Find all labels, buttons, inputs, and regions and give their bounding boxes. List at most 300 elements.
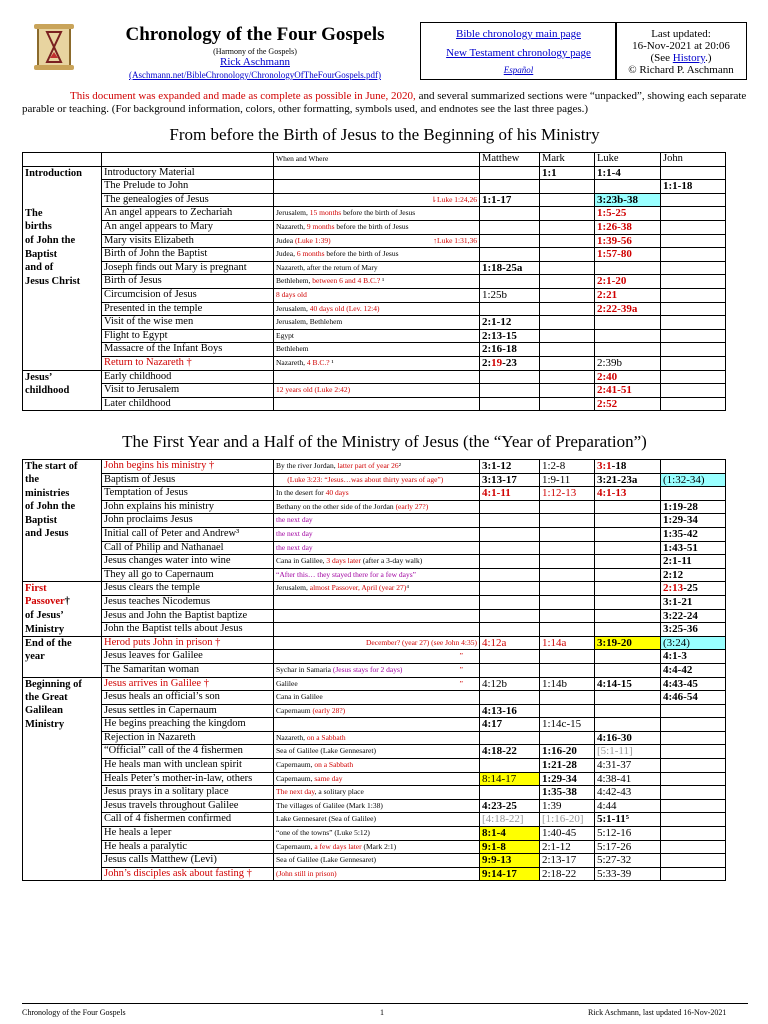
mark-ref: 1:2-8 xyxy=(540,460,595,474)
john-ref xyxy=(661,840,726,854)
event-cell: The Samaritan woman xyxy=(102,663,274,677)
mark-ref xyxy=(540,288,595,302)
when-where-cell xyxy=(274,397,480,411)
when-where-cell: Galilee ” xyxy=(274,677,480,691)
matthew-ref xyxy=(480,248,540,262)
john-ref xyxy=(661,275,726,289)
when-where-cell: the next day xyxy=(274,541,480,555)
luke-ref xyxy=(595,527,661,541)
mark-ref xyxy=(540,691,595,705)
john-ref xyxy=(661,827,726,841)
mark-ref xyxy=(540,234,595,248)
mark-ref xyxy=(540,731,595,745)
updated-date: 16-Nov-2021 at 20:06 xyxy=(632,40,730,52)
mark-ref: 1:1 xyxy=(540,166,595,180)
john-ref xyxy=(661,704,726,718)
table-row xyxy=(23,261,749,275)
john-ref xyxy=(661,248,726,262)
mark-ref xyxy=(540,302,595,316)
copyright: © Richard P. Aschmann xyxy=(628,64,734,76)
when-where-cell: ⇂Luke 1:24,26 xyxy=(274,193,480,207)
when-where-cell: Capernaum, on a Sabbath xyxy=(274,759,480,773)
event-cell: Baptism of Jesus xyxy=(102,473,274,487)
event-cell: “Official” call of the 4 fishermen xyxy=(102,745,274,759)
when-where-cell: December? (year 27) (see John 4:35) xyxy=(274,636,480,650)
event-cell: Birth of Jesus xyxy=(102,275,274,289)
section-label: Baptist xyxy=(23,248,102,262)
luke-ref xyxy=(595,704,661,718)
table-row xyxy=(23,582,749,596)
section-label: Baptist xyxy=(23,514,102,528)
mark-ref xyxy=(540,384,595,398)
column-header: John xyxy=(661,153,726,167)
section-label: and of xyxy=(23,261,102,275)
event-cell: Heals Peter’s mother-in-law, others xyxy=(102,772,274,786)
hourglass-scroll-logo xyxy=(30,22,78,72)
john-ref: 4:1-3 xyxy=(661,650,726,664)
table-row xyxy=(23,370,749,384)
mark-ref xyxy=(540,180,595,194)
luke-ref: 2:22-39a xyxy=(595,302,661,316)
when-where-cell: The villages of Galilee (Mark 1:38) xyxy=(274,799,480,813)
mark-ref xyxy=(540,514,595,528)
when-where-cell: Cana in Galilee, 3 days later (after a 3-day walk) xyxy=(274,555,480,569)
mark-ref xyxy=(540,356,595,370)
luke-ref: 1:5-25 xyxy=(595,207,661,221)
mark-ref xyxy=(540,609,595,623)
when-where-cell: Capernaum (early 28?) xyxy=(274,704,480,718)
section-label: childhood xyxy=(23,384,102,398)
luke-ref xyxy=(595,650,661,664)
matthew-ref: 3:1-12 xyxy=(480,460,540,474)
luke-ref: 1:1-4 xyxy=(595,166,661,180)
john-ref xyxy=(661,288,726,302)
section-label: Galilean xyxy=(23,704,102,718)
matthew-ref xyxy=(480,759,540,773)
matthew-ref xyxy=(480,207,540,221)
table-row xyxy=(23,623,749,637)
when-where-cell xyxy=(274,370,480,384)
luke-ref xyxy=(595,595,661,609)
when-where-cell: Capernaum, same day xyxy=(274,772,480,786)
luke-ref: 2:41-51 xyxy=(595,384,661,398)
table-row xyxy=(23,207,749,221)
john-ref: 1:29-34 xyxy=(661,514,726,528)
mark-ref xyxy=(540,582,595,596)
section-label xyxy=(23,356,102,370)
mark-ref: 2:1-12 xyxy=(540,840,595,854)
luke-ref: 5:1-11⁵ xyxy=(595,813,661,827)
section-label: of John the xyxy=(23,234,102,248)
when-where-cell: Sea of Galilee (Lake Gennesaret) xyxy=(274,854,480,868)
when-where-cell: By the river Jordan, latter part of year 26² xyxy=(274,460,480,474)
event-cell: Call of 4 fishermen confirmed xyxy=(102,813,274,827)
footer-rule xyxy=(22,1003,748,1004)
mark-ref xyxy=(540,397,595,411)
matthew-ref xyxy=(480,609,540,623)
luke-ref: 5:27-32 xyxy=(595,854,661,868)
luke-ref: 4:14-15 xyxy=(595,677,661,691)
section-label xyxy=(23,288,102,302)
john-ref: 4:4-42 xyxy=(661,663,726,677)
section-label: Jesus Christ xyxy=(23,275,102,289)
table-row xyxy=(23,514,749,528)
matthew-ref xyxy=(480,527,540,541)
section-label xyxy=(23,568,102,582)
matthew-ref: 1:1-17 xyxy=(480,193,540,207)
matthew-ref xyxy=(480,623,540,637)
matthew-ref: 2:1-12 xyxy=(480,316,540,330)
table-row xyxy=(23,731,749,745)
section-label: of John the xyxy=(23,500,102,514)
section-label xyxy=(23,663,102,677)
matthew-ref: 4:23-25 xyxy=(480,799,540,813)
section-label xyxy=(23,316,102,330)
when-where-cell: In the desert for 40 days xyxy=(274,487,480,501)
document-url[interactable]: (Aschmann.net/BibleChronology/ChronologyOfTheFourGospels.pdf) xyxy=(129,70,381,80)
section-label xyxy=(23,759,102,773)
spanish-link[interactable]: Español xyxy=(503,65,534,75)
john-ref xyxy=(661,745,726,759)
when-where-cell: (Luke 3:23: “Jesus…was about thirty years of age”) xyxy=(274,473,480,487)
table-row xyxy=(23,854,749,868)
luke-ref: 2:21 xyxy=(595,288,661,302)
mark-ref xyxy=(540,650,595,664)
when-where-cell: Sea of Galilee (Lake Gennesaret) xyxy=(274,745,480,759)
section-label: Ministry xyxy=(23,718,102,732)
john-ref xyxy=(661,813,726,827)
matthew-ref xyxy=(480,595,540,609)
john-ref: 3:1-21 xyxy=(661,595,726,609)
event-cell: Visit of the wise men xyxy=(102,316,274,330)
table-row xyxy=(23,759,749,773)
matthew-ref: 2:13-15 xyxy=(480,329,540,343)
table-row xyxy=(23,704,749,718)
section-label xyxy=(23,799,102,813)
mark-ref: 1:16-20 xyxy=(540,745,595,759)
table-row xyxy=(23,527,749,541)
column-header xyxy=(102,153,274,167)
john-ref xyxy=(661,487,726,501)
section-label xyxy=(23,541,102,555)
matthew-ref: 3:13-17 xyxy=(480,473,540,487)
table-row xyxy=(23,636,749,650)
table-row xyxy=(23,316,749,330)
john-ref xyxy=(661,786,726,800)
mark-ref xyxy=(540,329,595,343)
bible-chronology-link[interactable]: Bible chronology main page xyxy=(456,28,581,40)
updated-label: Last updated: xyxy=(651,28,711,40)
when-where-cell xyxy=(274,166,480,180)
when-where-cell: Capernaum, a few days later (Mark 2:1) xyxy=(274,840,480,854)
table-row xyxy=(23,840,749,854)
luke-ref xyxy=(595,343,661,357)
mark-ref xyxy=(540,541,595,555)
table-row xyxy=(23,786,749,800)
mark-ref: 1:14b xyxy=(540,677,595,691)
luke-ref xyxy=(595,568,661,582)
when-where-cell: Lake Gennesaret (Sea of Galilee) xyxy=(274,813,480,827)
table-row xyxy=(23,166,749,180)
event-cell: Jesus leaves for Galilee xyxy=(102,650,274,664)
event-cell: Call of Philip and Nathanael xyxy=(102,541,274,555)
section-label xyxy=(23,772,102,786)
luke-ref: 4:38-41 xyxy=(595,772,661,786)
section-label xyxy=(23,786,102,800)
when-where-cell: Jerusalem, 40 days old (Lev. 12:4) xyxy=(274,302,480,316)
section-label: The start of xyxy=(23,460,102,474)
matthew-ref: 4:17 xyxy=(480,718,540,732)
table-row xyxy=(23,691,749,705)
john-ref: 1:35-42 xyxy=(661,527,726,541)
event-cell: Jesus settles in Capernaum xyxy=(102,704,274,718)
john-ref: 4:43-45 xyxy=(661,677,726,691)
intro-paragraph: This document was expanded and made as complete as possible in June, 2020, and several summarized sections were “unpacked”, showing each separate parable or teaching. (For background information, colors, other formatting, symbols used, and endnotes see the last three pages.) xyxy=(22,90,747,115)
event-cell: The Prelude to John xyxy=(102,180,274,194)
matthew-ref xyxy=(480,514,540,528)
event-cell: John proclaims Jesus xyxy=(102,514,274,528)
section-label: First xyxy=(23,582,102,596)
table-row xyxy=(23,650,749,664)
section-label: The xyxy=(23,207,102,221)
john-ref xyxy=(661,854,726,868)
footer-page-number: 1 xyxy=(380,1008,384,1017)
table-row xyxy=(23,609,749,623)
section-label: Ministry xyxy=(23,623,102,637)
john-ref xyxy=(661,329,726,343)
luke-ref: 1:26-38 xyxy=(595,220,661,234)
mark-ref: 1:29-34 xyxy=(540,772,595,786)
table-row xyxy=(23,487,749,501)
mark-ref: 1:40-45 xyxy=(540,827,595,841)
section-label xyxy=(23,867,102,881)
event-cell: Circumcision of Jesus xyxy=(102,288,274,302)
section-label: and Jesus xyxy=(23,527,102,541)
mark-ref xyxy=(540,527,595,541)
mark-ref xyxy=(540,555,595,569)
section-label: Jesus’ xyxy=(23,370,102,384)
when-where-cell: Egypt xyxy=(274,329,480,343)
when-where-cell: the next day xyxy=(274,514,480,528)
mark-ref: [1:16-20] xyxy=(540,813,595,827)
john-ref xyxy=(661,731,726,745)
matthew-ref: 1:18-25a xyxy=(480,261,540,275)
section-label xyxy=(23,854,102,868)
luke-ref xyxy=(595,691,661,705)
column-header: When and Where xyxy=(274,153,480,167)
luke-ref: 4:44 xyxy=(595,799,661,813)
event-cell: Temptation of Jesus xyxy=(102,487,274,501)
event-cell: Visit to Jerusalem xyxy=(102,384,274,398)
luke-ref xyxy=(595,316,661,330)
matthew-ref: 4:12b xyxy=(480,677,540,691)
matthew-ref: 1:25b xyxy=(480,288,540,302)
section-label xyxy=(23,840,102,854)
john-ref xyxy=(661,343,726,357)
when-where-cell: Judea, 6 months before the birth of Jesus xyxy=(274,248,480,262)
mark-ref xyxy=(540,370,595,384)
section-label: year xyxy=(23,650,102,664)
event-cell: Jesus changes water into wine xyxy=(102,555,274,569)
john-ref xyxy=(661,867,726,881)
luke-ref: 4:31-37 xyxy=(595,759,661,773)
luke-ref: 1:57-80 xyxy=(595,248,661,262)
mark-ref: 2:18-22 xyxy=(540,867,595,881)
chronology-table-first-year xyxy=(22,459,749,881)
table-row xyxy=(23,867,749,881)
when-where-cell xyxy=(274,180,480,194)
matthew-ref: 9:14-17 xyxy=(480,867,540,881)
mark-ref: 1:35-38 xyxy=(540,786,595,800)
section-label xyxy=(23,555,102,569)
document-title: Chronology of the Four Gospels xyxy=(125,24,385,45)
event-cell: Jesus and John the Baptist baptize xyxy=(102,609,274,623)
event-cell: John the Baptist tells about Jesus xyxy=(102,623,274,637)
mark-ref xyxy=(540,275,595,289)
section-label: births xyxy=(23,220,102,234)
section-label xyxy=(23,343,102,357)
table-row xyxy=(23,220,749,234)
luke-ref: 3:19-20 xyxy=(595,636,661,650)
table-row xyxy=(23,799,749,813)
author-link[interactable]: Rick Aschmann xyxy=(220,56,290,68)
table-row xyxy=(23,813,749,827)
john-ref xyxy=(661,193,726,207)
table-row xyxy=(23,329,749,343)
john-ref: (1:32-34) xyxy=(661,473,726,487)
section-label: ministries xyxy=(23,487,102,501)
when-where-cell: (John still in prison) xyxy=(274,867,480,881)
mark-ref: 1:14a xyxy=(540,636,595,650)
table-row xyxy=(23,718,749,732)
mark-ref xyxy=(540,220,595,234)
luke-ref: [5:1-11] xyxy=(595,745,661,759)
luke-ref xyxy=(595,555,661,569)
mark-ref: 1:39 xyxy=(540,799,595,813)
section-label xyxy=(23,193,102,207)
mark-ref xyxy=(540,663,595,677)
event-cell: Early childhood xyxy=(102,370,274,384)
luke-ref: 3:1-18 xyxy=(595,460,661,474)
when-where-cell: Bethlehem, between 6 and 4 B.C.? ¹ xyxy=(274,275,480,289)
table-row xyxy=(23,473,749,487)
section-label: Beginning of xyxy=(23,677,102,691)
table-row xyxy=(23,302,749,316)
mark-ref xyxy=(540,595,595,609)
table-row xyxy=(23,343,749,357)
table-row xyxy=(23,595,749,609)
event-cell: Jesus heals an official’s son xyxy=(102,691,274,705)
section-label xyxy=(23,731,102,745)
event-cell: Later childhood xyxy=(102,397,274,411)
update-info-box xyxy=(615,22,747,80)
event-cell: An angel appears to Mary xyxy=(102,220,274,234)
section-label xyxy=(23,813,102,827)
john-ref: 2:13-25 xyxy=(661,582,726,596)
section-title-first-year: The First Year and a Half of the Ministry of Jesus (the “Year of Preparation”) xyxy=(122,432,647,451)
luke-ref xyxy=(595,609,661,623)
luke-ref xyxy=(595,582,661,596)
matthew-ref: 4:13-16 xyxy=(480,704,540,718)
when-where-cell: Cana in Galilee xyxy=(274,691,480,705)
luke-ref: 4:42-43 xyxy=(595,786,661,800)
table-row xyxy=(23,677,749,691)
mark-ref: 1:12-13 xyxy=(540,487,595,501)
luke-ref xyxy=(595,623,661,637)
matthew-ref: 4:18-22 xyxy=(480,745,540,759)
john-ref xyxy=(661,261,726,275)
history-link[interactable]: History xyxy=(672,52,706,64)
table-row xyxy=(23,193,749,207)
table-row xyxy=(23,500,749,514)
luke-ref: 5:12-16 xyxy=(595,827,661,841)
when-where-cell: ” xyxy=(274,650,480,664)
event-cell: Return to Nazareth † xyxy=(102,356,274,370)
luke-ref xyxy=(595,500,661,514)
event-cell: John begins his ministry † xyxy=(102,460,274,474)
table-row xyxy=(23,397,749,411)
matthew-ref xyxy=(480,370,540,384)
john-ref: 3:25-36 xyxy=(661,623,726,637)
luke-ref xyxy=(595,180,661,194)
when-where-cell: Sychar in Samaria (Jesus stays for 2 days) ” xyxy=(274,663,480,677)
when-where-cell: 8 days old xyxy=(274,288,480,302)
event-cell: He heals man with unclean spirit xyxy=(102,759,274,773)
matthew-ref: 8:14-17 xyxy=(480,772,540,786)
section-label xyxy=(23,397,102,411)
luke-ref: 3:21-23a xyxy=(595,473,661,487)
matthew-ref: 2:16-18 xyxy=(480,343,540,357)
event-cell: He heals a paralytic xyxy=(102,840,274,854)
table-row xyxy=(23,568,749,582)
matthew-ref xyxy=(480,541,540,555)
when-where-cell: the next day xyxy=(274,527,480,541)
john-ref: 4:46-54 xyxy=(661,691,726,705)
john-ref: 1:19-28 xyxy=(661,500,726,514)
john-ref: (3:24) xyxy=(661,636,726,650)
when-where-cell xyxy=(274,609,480,623)
john-ref xyxy=(661,234,726,248)
event-cell: John’s disciples ask about fasting † xyxy=(102,867,274,881)
when-where-cell: Bethlehem xyxy=(274,343,480,357)
matthew-ref xyxy=(480,582,540,596)
table-row xyxy=(23,555,749,569)
john-ref: 1:43-51 xyxy=(661,541,726,555)
event-cell: Herod puts John in prison † xyxy=(102,636,274,650)
event-cell: Rejection in Nazareth xyxy=(102,731,274,745)
matthew-ref xyxy=(480,180,540,194)
luke-ref: 2:40 xyxy=(595,370,661,384)
luke-ref: 2:39b xyxy=(595,356,661,370)
event-cell: Jesus arrives in Galilee † xyxy=(102,677,274,691)
footer-right: Rick Aschmann, last updated 16-Nov-2021 xyxy=(588,1008,727,1017)
matthew-ref xyxy=(480,568,540,582)
mark-ref: 2:13-17 xyxy=(540,854,595,868)
luke-ref xyxy=(595,541,661,555)
when-where-cell: Bethany on the other side of the Jordan (early 27?) xyxy=(274,500,480,514)
luke-ref xyxy=(595,514,661,528)
section-label: the xyxy=(23,473,102,487)
when-where-cell: Jerusalem, Bethlehem xyxy=(274,316,480,330)
john-ref xyxy=(661,759,726,773)
matthew-ref xyxy=(480,397,540,411)
section-label xyxy=(23,302,102,316)
nt-chronology-link[interactable]: New Testament chronology page xyxy=(446,47,591,59)
matthew-ref xyxy=(480,786,540,800)
event-cell: Massacre of the Infant Boys xyxy=(102,343,274,357)
john-ref xyxy=(661,316,726,330)
john-ref xyxy=(661,302,726,316)
